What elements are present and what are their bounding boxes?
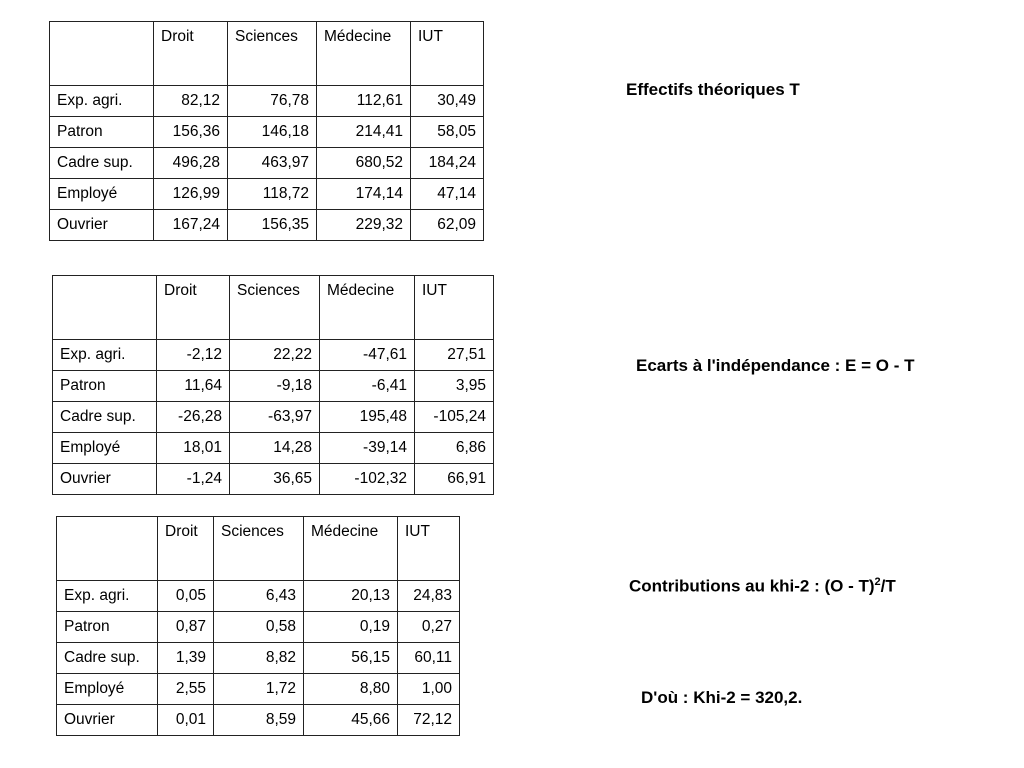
table-row: [53, 402, 494, 433]
contributions-title-suffix: /T: [880, 576, 896, 596]
cell: 0,87: [158, 612, 214, 643]
row-label: Cadre sup.: [53, 402, 157, 433]
corner-cell: [50, 22, 154, 86]
column-header: IUT: [411, 22, 484, 86]
cell: 18,01: [157, 433, 230, 464]
cell: 76,78: [228, 86, 317, 117]
cell: 156,35: [228, 210, 317, 241]
row-label: Employé: [53, 433, 157, 464]
row-label: Exp. agri.: [57, 581, 158, 612]
row-label: Patron: [57, 612, 158, 643]
cell: 1,72: [214, 674, 304, 705]
cell: 30,49: [411, 86, 484, 117]
cell: 156,36: [154, 117, 228, 148]
table-row: [53, 340, 494, 371]
cell: -26,28: [157, 402, 230, 433]
cell: 58,05: [411, 117, 484, 148]
row-label: Patron: [53, 371, 157, 402]
cell: 146,18: [228, 117, 317, 148]
deviations-title: Ecarts à l'indépendance : E = O - T: [636, 356, 915, 375]
cell: 184,24: [411, 148, 484, 179]
cell: 66,91: [415, 464, 494, 495]
row-label: Cadre sup.: [50, 148, 154, 179]
cell: -63,97: [230, 402, 320, 433]
cell: 214,41: [317, 117, 411, 148]
cell: 20,13: [304, 581, 398, 612]
cell: 22,22: [230, 340, 320, 371]
contributions-title-prefix: Contributions au khi-2 : (O - T): [629, 576, 875, 596]
cell: 6,43: [214, 581, 304, 612]
cell: 496,28: [154, 148, 228, 179]
row-label: Ouvrier: [50, 210, 154, 241]
cell: -1,24: [157, 464, 230, 495]
table-row: [53, 371, 494, 402]
cell: 62,09: [411, 210, 484, 241]
table-row: [50, 86, 484, 117]
table-header-row: [57, 517, 460, 581]
column-header: IUT: [415, 276, 494, 340]
row-label: Exp. agri.: [50, 86, 154, 117]
cell: -39,14: [320, 433, 415, 464]
cell: 60,11: [398, 643, 460, 674]
row-label: Employé: [50, 179, 154, 210]
corner-cell: [53, 276, 157, 340]
chi2-result: D'où : Khi-2 = 320,2.: [641, 688, 803, 707]
cell: 45,66: [304, 705, 398, 736]
cell: 8,80: [304, 674, 398, 705]
cell: 195,48: [320, 402, 415, 433]
column-header: Médecine: [304, 517, 398, 581]
table-row: [57, 612, 460, 643]
column-header: IUT: [398, 517, 460, 581]
cell: 2,55: [158, 674, 214, 705]
cell: -102,32: [320, 464, 415, 495]
cell: 1,00: [398, 674, 460, 705]
corner-cell: [57, 517, 158, 581]
column-header: Droit: [157, 276, 230, 340]
cell: 167,24: [154, 210, 228, 241]
table-row: [53, 464, 494, 495]
contributions-table: [56, 516, 460, 736]
cell: 82,12: [154, 86, 228, 117]
cell: 229,32: [317, 210, 411, 241]
cell: 0,05: [158, 581, 214, 612]
column-header: Médecine: [317, 22, 411, 86]
table-row: [50, 148, 484, 179]
table-row: [50, 179, 484, 210]
table-row: [53, 433, 494, 464]
cell: 126,99: [154, 179, 228, 210]
table-row: [57, 643, 460, 674]
deviations-table: [52, 275, 494, 495]
table-header-row: [50, 22, 484, 86]
table-row: [57, 581, 460, 612]
cell: 0,01: [158, 705, 214, 736]
cell: 112,61: [317, 86, 411, 117]
cell: 11,64: [157, 371, 230, 402]
cell: 1,39: [158, 643, 214, 674]
column-header: Sciences: [228, 22, 317, 86]
cell: 0,58: [214, 612, 304, 643]
row-label: Exp. agri.: [53, 340, 157, 371]
column-header: Médecine: [320, 276, 415, 340]
cell: 24,83: [398, 581, 460, 612]
cell: 56,15: [304, 643, 398, 674]
table-row: [50, 117, 484, 148]
cell: -9,18: [230, 371, 320, 402]
cell: 0,27: [398, 612, 460, 643]
cell: 47,14: [411, 179, 484, 210]
contributions-title: [629, 576, 896, 597]
cell: -2,12: [157, 340, 230, 371]
table-row: [57, 705, 460, 736]
cell: 27,51: [415, 340, 494, 371]
row-label: Ouvrier: [57, 705, 158, 736]
cell: 118,72: [228, 179, 317, 210]
cell: 8,59: [214, 705, 304, 736]
cell: 36,65: [230, 464, 320, 495]
table-row: [57, 674, 460, 705]
row-label: Ouvrier: [53, 464, 157, 495]
theoretical-counts-table: [49, 21, 484, 241]
row-label: Patron: [50, 117, 154, 148]
cell: 72,12: [398, 705, 460, 736]
cell: 463,97: [228, 148, 317, 179]
cell: 8,82: [214, 643, 304, 674]
cell: 680,52: [317, 148, 411, 179]
row-label: Cadre sup.: [57, 643, 158, 674]
column-header: Sciences: [230, 276, 320, 340]
cell: -105,24: [415, 402, 494, 433]
row-label: Employé: [57, 674, 158, 705]
theoretical-counts-title: Effectifs théoriques T: [626, 80, 800, 99]
contributions-title-exponent: 2: [874, 576, 881, 588]
table-row: [50, 210, 484, 241]
cell: 14,28: [230, 433, 320, 464]
cell: 6,86: [415, 433, 494, 464]
cell: 0,19: [304, 612, 398, 643]
cell: -47,61: [320, 340, 415, 371]
column-header: Droit: [154, 22, 228, 86]
table-header-row: [53, 276, 494, 340]
column-header: Sciences: [214, 517, 304, 581]
cell: 3,95: [415, 371, 494, 402]
column-header: Droit: [158, 517, 214, 581]
cell: 174,14: [317, 179, 411, 210]
cell: -6,41: [320, 371, 415, 402]
